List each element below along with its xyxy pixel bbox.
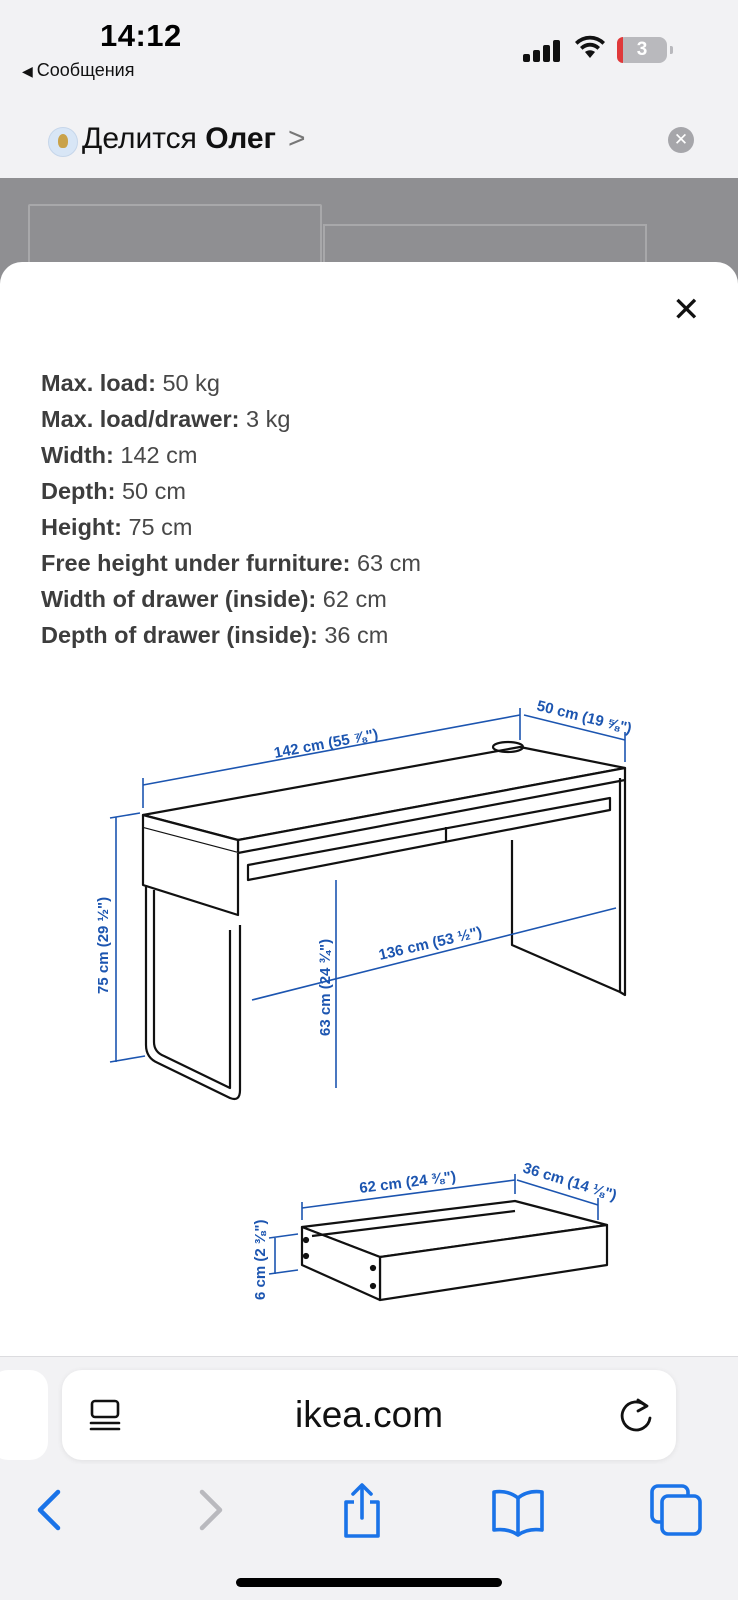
spec-value: 63 cm [356, 550, 421, 576]
wifi-icon [574, 34, 606, 60]
status-time: 14:12 [100, 18, 182, 53]
spec-row [41, 365, 421, 401]
tabs-icon[interactable] [646, 1480, 706, 1540]
free-height-dimension-label: 63 cm (24 ¾") [317, 938, 334, 1036]
home-indicator[interactable] [236, 1578, 502, 1587]
shared-by-text [82, 122, 276, 156]
reload-icon[interactable] [618, 1396, 654, 1434]
drawer-drawing [302, 1201, 607, 1300]
spec-value: 50 cm [121, 478, 186, 504]
dismiss-banner-button[interactable]: ✕ [668, 127, 694, 153]
spec-label: Depth of drawer (inside): [41, 622, 318, 648]
close-modal-button[interactable]: ✕ [672, 291, 701, 329]
spec-value: 50 kg [162, 370, 220, 396]
dimension-diagram [80, 690, 720, 1350]
back-icon[interactable] [20, 1480, 80, 1540]
desk-drawing [143, 742, 625, 1099]
spec-row [41, 509, 421, 545]
back-to-app-link[interactable] [22, 60, 134, 81]
inner-width-dimension-label: 136 cm (53 ½") [377, 923, 484, 964]
spec-value: 75 cm [128, 514, 193, 540]
forward-icon[interactable] [180, 1480, 240, 1540]
spec-row [41, 401, 421, 437]
drawer-width-dimension-label: 62 cm (24 ⅜") [358, 1168, 457, 1197]
spec-value: 3 kg [246, 406, 291, 432]
spec-row [41, 581, 421, 617]
spec-label: Max. load/drawer: [41, 406, 240, 432]
depth-dimension-label: 50 cm (19 ⅝") [535, 697, 634, 738]
spec-value: 142 cm [120, 442, 198, 468]
spec-list [41, 365, 421, 653]
spec-row [41, 473, 421, 509]
spec-label: Depth: [41, 478, 116, 504]
share-icon[interactable] [332, 1480, 392, 1540]
address-bar[interactable] [62, 1370, 676, 1460]
shared-by-banner[interactable] [0, 100, 738, 178]
shared-by-prefix: Делится [82, 122, 197, 155]
spec-value: 36 cm [324, 622, 389, 648]
height-dimension-label: 75 cm (29 ½") [95, 896, 112, 994]
status-bar [0, 0, 738, 90]
avatar [48, 127, 78, 157]
previous-tab-preview[interactable] [0, 1370, 48, 1460]
spec-value: 62 cm [322, 586, 387, 612]
spec-row [41, 545, 421, 581]
drawer-depth-dimension-label: 36 cm (14 ⅛") [520, 1159, 619, 1205]
spec-label: Max. load: [41, 370, 156, 396]
spec-label: Free height under furniture: [41, 550, 351, 576]
spec-row [41, 437, 421, 473]
url-text: ikea.com [294, 1394, 444, 1435]
width-dimension-label: 142 cm (55 ⅞") [272, 725, 380, 762]
spec-label: Height: [41, 514, 122, 540]
battery-level: 3 [636, 39, 648, 60]
spec-label: Width: [41, 442, 114, 468]
cellular-signal-icon [523, 38, 563, 62]
bookmarks-icon[interactable] [488, 1480, 548, 1540]
shared-by-name: Олег [205, 122, 277, 155]
spec-row [41, 617, 421, 653]
spec-label: Width of drawer (inside): [41, 586, 317, 612]
battery-icon [617, 37, 667, 63]
back-app-label: Сообщения [36, 60, 135, 80]
drawer-height-dimension-label: 6 cm (2 ⅜") [252, 1219, 269, 1300]
back-triangle-icon: ◀ [22, 63, 33, 79]
chevron-right-icon: > [288, 122, 306, 155]
